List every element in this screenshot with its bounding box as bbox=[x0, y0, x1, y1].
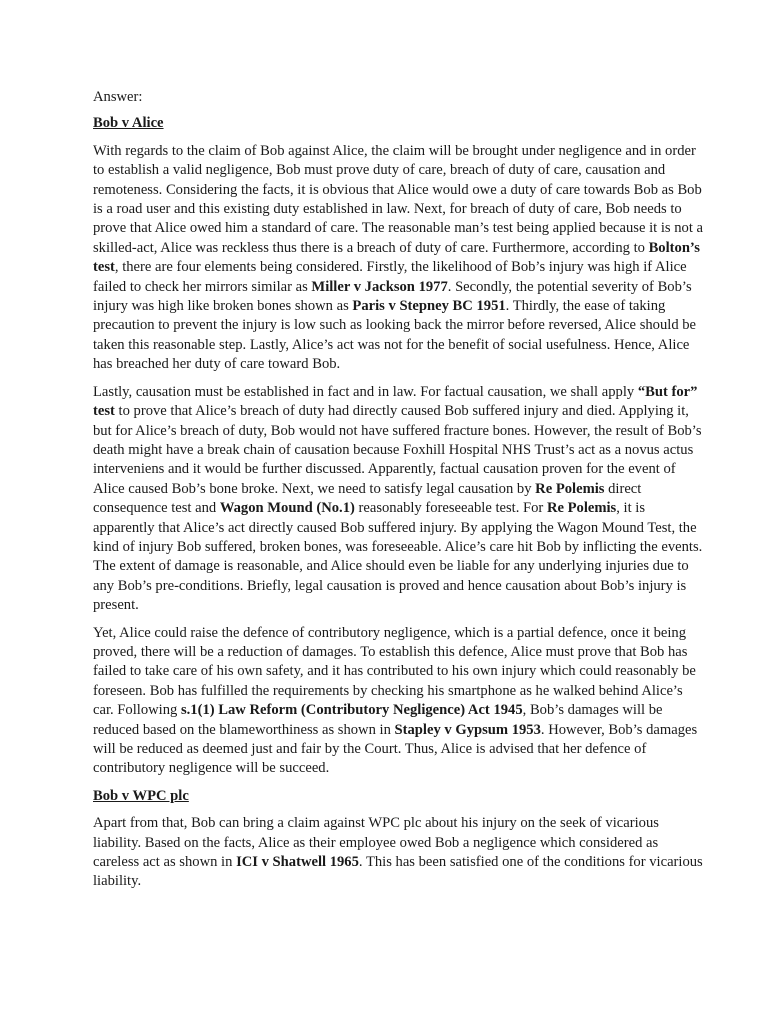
text-run: direct consequence test and bbox=[93, 480, 642, 517]
case-citation: Re Polemis bbox=[546, 500, 617, 517]
text-run: , it is apparently that Alice’s act directly caused Bob suffered injury. By applying the Wagon Mound Test, the kind of injury Bob suffered, broken bones, was foreseeable. Alice’s care hit Bob by inflicting the events. The extent of damage is reasonable, and Alice should even be liable for any underlying injuries due to any Bob’s pre-conditions. Briefly, legal causation is proved and hence causation about Bob’s injury is present. bbox=[93, 500, 703, 614]
case-citation: Miller v Jackson 1977 bbox=[311, 278, 448, 295]
text-run: , there are four elements being considered. Firstly, the likelihood of Bob’s injury was high if Alice failed to check her mirrors similar as bbox=[93, 259, 687, 295]
text-run: . Thirdly, the ease of taking precaution to prevent the injury is low such as looking back the mirror before reversed, Alice should be taken this reasonable step. Lastly, Alice’s act was not for the benefit of social usefulness. Hence, Alice has breached her duty of care toward Bob. bbox=[93, 298, 697, 373]
paragraph-duty-and-breach bbox=[93, 142, 706, 375]
case-citation: Re Polemis bbox=[535, 480, 605, 497]
case-citation: Wagon Mound (No.1) bbox=[219, 500, 355, 517]
answer-label: Answer: bbox=[93, 89, 143, 105]
case-citation: Paris v Stepney BC 1951 bbox=[352, 298, 506, 315]
text-run: . Secondly, the potential severity of Bob’s injury was high like broken bones shown as bbox=[93, 278, 692, 315]
text-run: , Bob’s damages will be reduced based on the blameworthiness as shown in bbox=[93, 702, 663, 738]
paragraph-causation bbox=[93, 383, 706, 616]
case-citation: Stapley v Gypsum 1953 bbox=[394, 721, 541, 738]
text-run: With regards to the claim of Bob against Alice, the claim will be brought under negligence and in order to establish a valid negligence, Bob must prove duty of care, breach of duty of care, causation and remoteness. Considering the facts, it is obvious that Alice would owe a duty of care towards Bob as Bob is a road user and this existing duty established in law. Next, for breach of duty of care, Bob needs to prove that Alice owed him a standard of care. The reasonable man’s test being applied because it is not a skilled-act, Alice was reckless thus there is a breach of duty of care. Furthermore, according to bbox=[93, 142, 704, 256]
paragraph-contributory-negligence bbox=[93, 624, 706, 779]
text-run: Yet, Alice could raise the defence of contributory negligence, which is a partial defence, once it being proved, there will be a reduction of damages. To establish this defence, Alice must prove that Bob has failed to take care of his own safety, and it has contributed to his own injury which could reasonably be foreseen. Bob has fulfilled the requirements by checking his smartphone as he walked behind Alice’s car. Following bbox=[93, 624, 696, 719]
text-run: . This has been satisfied one of the conditions for vicarious liability. bbox=[93, 854, 703, 890]
case-citation: “But for” test bbox=[93, 383, 698, 420]
text-run: reasonably foreseeable test. For bbox=[354, 500, 547, 517]
section-heading-bob-v-wpc: Bob v WPC plc bbox=[93, 787, 189, 804]
text-run: Lastly, causation must be established in fact and in law. For factual causation, we shall apply bbox=[93, 383, 638, 400]
case-citation: Bolton’s test bbox=[93, 239, 700, 276]
case-citation: ICI v Shatwell 1965 bbox=[236, 854, 359, 871]
section-heading-bob-v-alice: Bob v Alice bbox=[93, 115, 164, 132]
text-run: . However, Bob’s damages will be reduced as deemed just and fair by the Court. Thus, Alice is advised that her defence of contributory negligence will be succeed. bbox=[93, 721, 698, 777]
paragraph-vicarious-liability bbox=[93, 814, 706, 892]
text-run: Apart from that, Bob can bring a claim against WPC plc about his injury on the seek of vicarious liability. Based on the facts, Alice as their employee owed Bob a negligence which considered as careless act as shown in bbox=[93, 815, 659, 871]
text-run: to prove that Alice’s breach of duty had directly caused Bob suffered injury and died. Applying it, but for Alice’s breach of duty, Bob would not have suffered fracture bones. However, the result of Bob’s death might have a break chain of causation because Foxhill Hospital NHS Trust’s act as a novus actus interveniens and it would be further discussed. Apparently, factual causation proven for the event of Alice caused Bob’s bone broke. Next, we need to satisfy legal causation by bbox=[93, 403, 702, 497]
case-citation: s.1(1) Law Reform (Contributory Negligence) Act 1945 bbox=[180, 702, 523, 719]
